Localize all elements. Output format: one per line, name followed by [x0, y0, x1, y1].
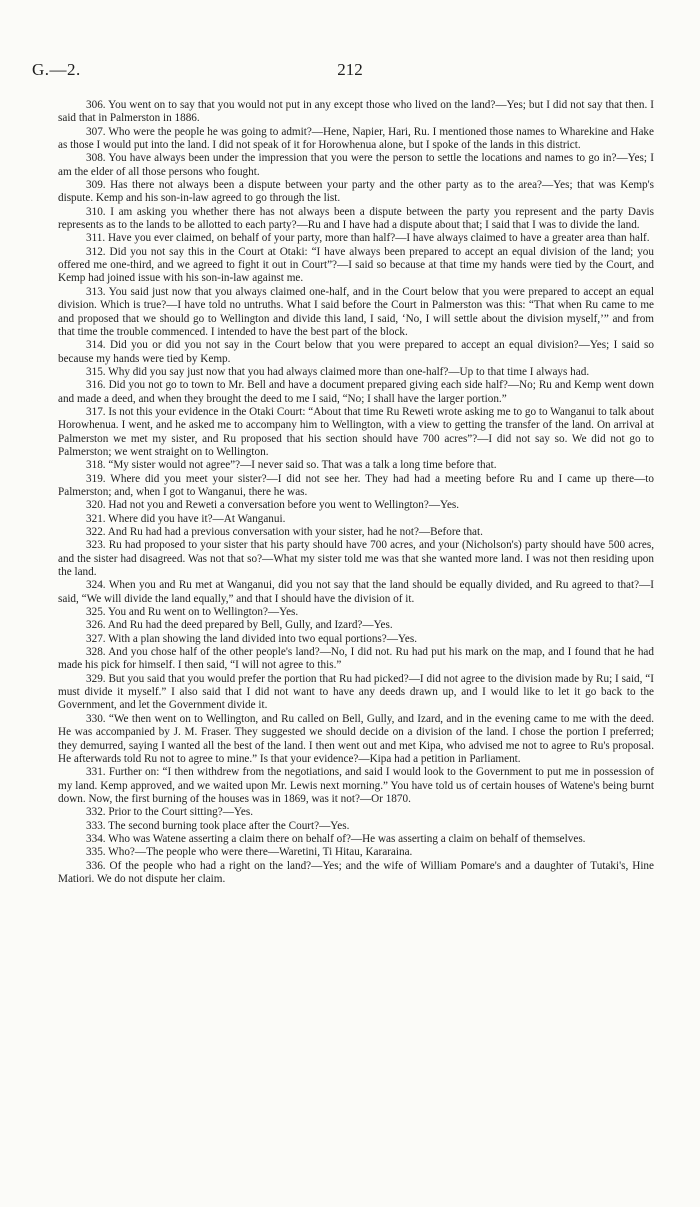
paragraph-314: 314. Did you or did you not say in the Court below that you were prepared to accept an equal division?—Yes; I said so because my hands were tied by Kemp. — [58, 339, 654, 365]
paragraph-313: 313. You said just now that you always claimed one-half, and in the Court below that you were prepared to accept an equal division. Which is true?—I have told no untruths. What I said before the Court in Palmerston was this: “That when Ru came to me and proposed that we should go to Wellington and divide this land, I said, ‘No, I will settle about the division myself,’” and from that time the trouble commenced. I intended to have the best part of the block. — [58, 285, 654, 338]
paragraph-306: 306. You went on to say that you would not put in any except those who lived on the land?—Yes; but I did not say that then. I said that in Palmerston in 1886. — [58, 99, 654, 125]
paragraph-310: 310. I am asking you whether there has not always been a dispute between the party you represent and the party Davis represents as to the lands to be allotted to each party?—Ru and I have had a dispute about that; I said that I was to divide the land. — [58, 205, 654, 232]
paragraph-319: 319. Where did you meet your sister?—I did not see her. They had had a meeting before Ru and I came up there—to Palmerston; and, when I got to Wanganui, there he was. — [58, 472, 654, 498]
paragraph-312: 312. Did you not say this in the Court at Otaki: “I have always been prepared to accept an equal division of the land; you offered me one-third, and we agreed to fight it out in Court”?—I said so because at that time my hands were tied by the Court, and Kemp had joined issue with his son-in-law against me. — [58, 245, 654, 285]
paragraph-316: 316. Did you not go to town to Mr. Bell and have a document prepared giving each side half?—No; Ru and Kemp went down and made a deed, and when they brought the deed to me I said, “No; I shall have the larger portion.” — [58, 379, 654, 405]
page-body — [58, 99, 654, 886]
paragraph-328: 328. And you chose half of the other people's land?—No, I did not. Ru had put his mark on the map, and I found that he had made his pick for himself. I then said, “I will not agree to this.” — [58, 646, 654, 672]
paragraph-311: 311. Have you ever claimed, on behalf of your party, more than half?—I have always claimed to have a greater area than half. — [86, 232, 650, 245]
paragraph-317: 317. Is not this your evidence in the Otaki Court: “About that time Ru Reweti wrote asking me to go to Wanganui to talk about Horowhenua. I went, and he asked me to accompany him to Wellington, with a view to getting the transfer of the land. On arrival at Palmerston we met my sister, and Ru proposed that his section should have 700 acres”?—I did not say so. We did not go to Palmerston; we went straight on to Wellington. — [58, 405, 654, 458]
paragraph-321: 321. Where did you have it?—At Wanganui. — [86, 512, 286, 525]
document-code: G.—2. — [32, 60, 81, 79]
paragraph-309: 309. Has there not always been a dispute between your party and the other party as to the area?—Yes; that was Kemp's dispute. Kemp and his son-in-law agreed to go through the list. — [58, 179, 654, 205]
paragraph-326: 326. And Ru had the deed prepared by Bell, Gully, and Izard?—Yes. — [86, 619, 393, 632]
paragraph-334: 334. Who was Watene asserting a claim there on behalf of?—He was asserting a claim on behalf of themselves. — [86, 832, 586, 845]
page-header — [32, 60, 668, 84]
paragraph-323: 323. Ru had proposed to your sister that his party should have 700 acres, and your (Nicholson's) party should have 500 acres, and the sister had disagreed. Was not that so?—What my sister told me was that she wanted more land. I was not then residing upon the land. — [58, 539, 654, 579]
paragraph-322: 322. And Ru had had a previous conversation with your sister, had he not?—Before that. — [86, 526, 483, 538]
paragraph-336: 336. Of the people who had a right on the land?—Yes; and the wife of William Pomare's and a daughter of Tutaki's, Hine Matiori. We do not dispute her claim. — [58, 859, 654, 885]
paragraph-325: 325. You and Ru went on to Wellington?—Yes. — [86, 606, 299, 619]
page-number: 212 — [337, 60, 363, 79]
paragraph-335: 335. Who?—The people who were there—Waretini, Ti Hitau, Kararaina. — [86, 846, 413, 859]
paragraph-324: 324. When you and Ru met at Wanganui, did you not say that the land should be equally divided, and Ru agreed to that?—I said, “We will divide the land equally,” and that I should have the division of it. — [58, 579, 654, 605]
paragraph-315: 315. Why did you say just now that you had always claimed more than one-half?—Up to that time I always had. — [86, 365, 590, 378]
paragraph-320: 320. Had not you and Reweti a conversation before you went to Wellington?—Yes. — [86, 499, 460, 512]
paragraph-307: 307. Who were the people he was going to admit?—Hene, Napier, Hari, Ru. I mentioned those names to Wharekine and Hake as those I would put into the land. I did not speak of it for Horowhenua alone, but I spoke of the lands in this district. — [58, 125, 654, 152]
paragraph-333: 333. The second burning took place after the Court?—Yes. — [86, 819, 350, 832]
paragraph-327: 327. With a plan showing the land divided into two equal portions?—Yes. — [86, 632, 418, 645]
paragraph-332: 332. Prior to the Court sitting?—Yes. — [86, 806, 253, 819]
paragraph-330: 330. “We then went on to Wellington, and Ru called on Bell, Gully, and Izard, and in the evening came to me with the deed. He was accompanied by J. M. Fraser. They suggested we should decide on a division of the land. I chose the portion I preferred; they demurred, saying I wanted all the best of the land. I then went out and met Kipa, who advised me not to agree to Ru's proposal. He afterwards told Ru not to agree to mine.” Is that your evidence?—Kipa had a petition in Parliament. — [58, 712, 654, 765]
paragraph-329: 329. But you said that you would prefer the portion that Ru had picked?—I did not agree to the division made by Ru; I said, “I must divide it myself.” I also said that I did not want to have any deeds drawn up, and I would like to let it go back to the Government, and let the Government divide it. — [58, 672, 654, 712]
paragraph-331: 331. Further on: “I then withdrew from the negotiations, and said I would look to the Government to put me in possession of my land. Kemp approved, and we waited upon Mr. Lewis next morning.” You have told us of certain houses of Watene's being burnt down. Now, the first burning of the houses was in 1869, was it not?—Or 1870. — [58, 766, 654, 805]
paragraph-318: 318. “My sister would not agree”?—I never said so. That was a talk a long time before that. — [86, 459, 497, 472]
paragraph-308: 308. You have always been under the impression that you were the person to settle the locations and names to go in?—Yes; I am the elder of all those persons who fought. — [58, 152, 654, 178]
